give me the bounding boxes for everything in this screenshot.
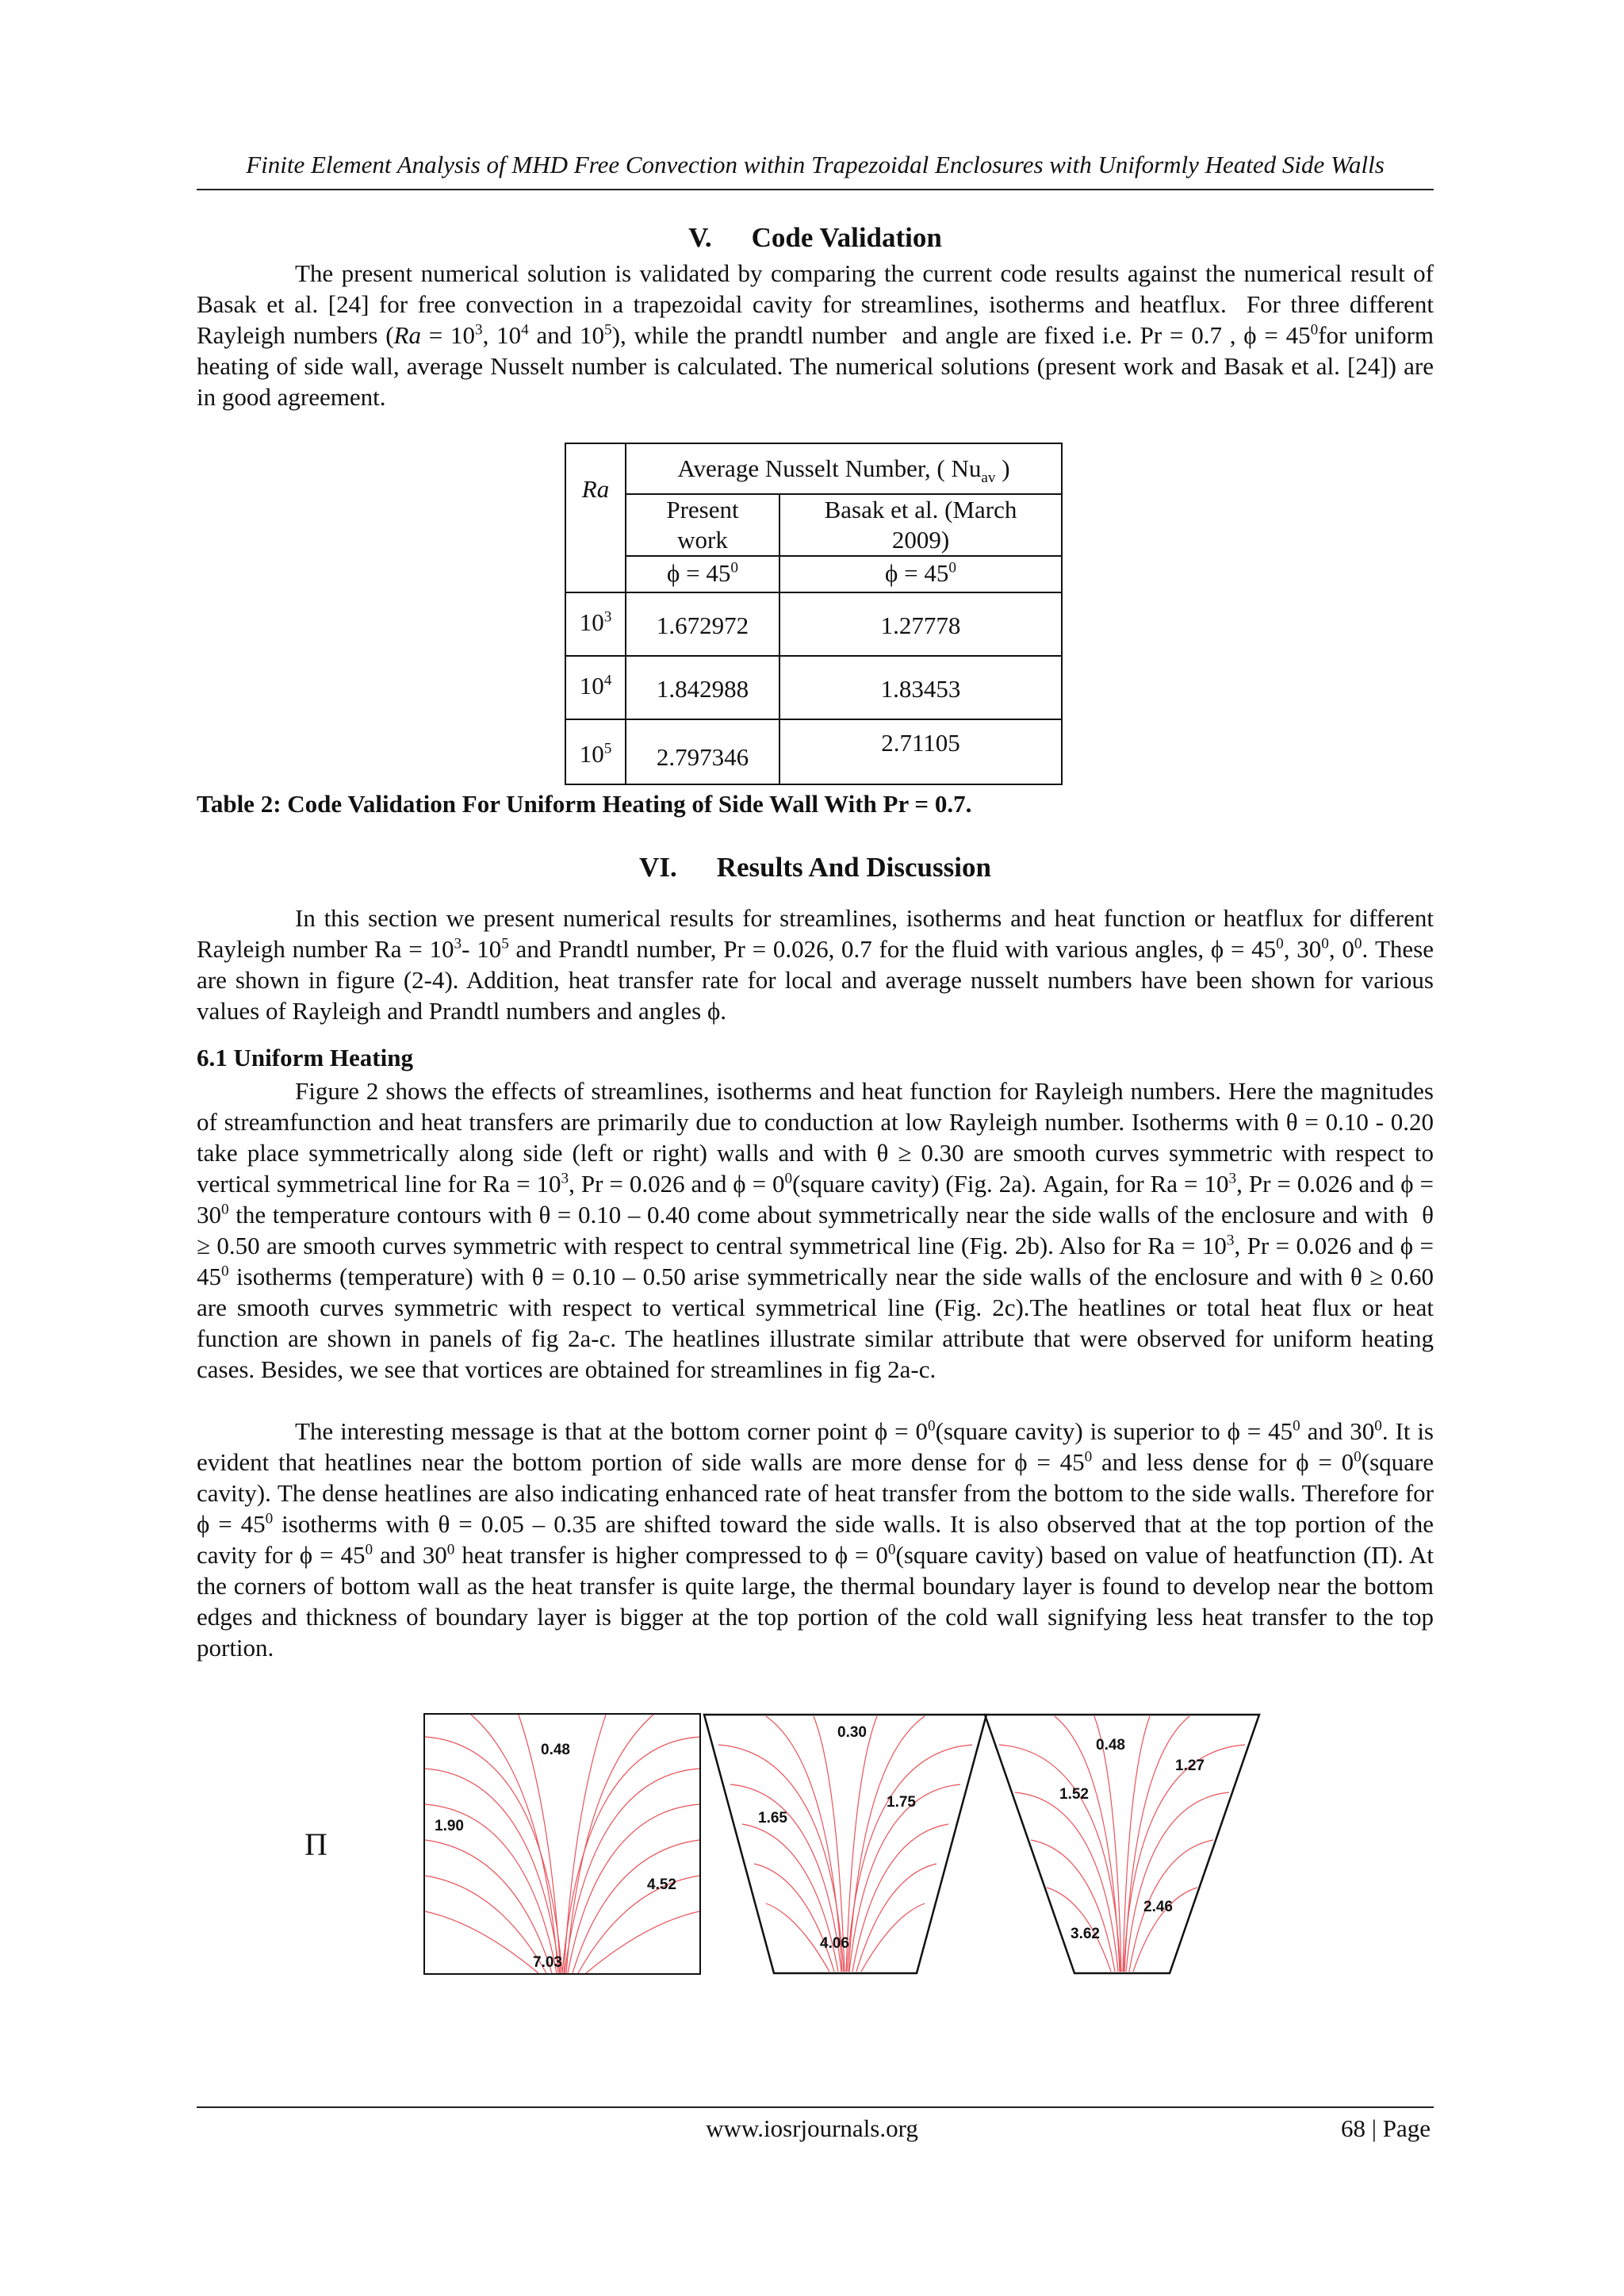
contour-label: 1.90 <box>435 1818 464 1834</box>
uniform-heating-paragraph-1: Figure 2 shows the effects of streamlines, isotherms and heat function for Rayleigh numbers. Here the magnitudes of streamfunction and heat transfers are primarily due to conduction at low Rayleigh number. Isotherms with θ = 0.10 - 0.20 take place symmetrically along side (left or right) walls and with θ ≥ 0.30 are smooth curves symmetric with respect to vertical symmetrical line for $Ra = 10^3$, Pr = 0.026 and $\phi = 0^0(square$ cavity) (Fig. 2a). Again, for $Ra = 10^3$, Pr = 0.026 and $\phi = 30^0$ the temperature contours with θ = 0.10 – 0.40 come about symmetrically near the side walls of the enclosure and with θ ≥ 0.50 are smooth curves symmetric with respect to central symmetrical line (Fig. 2b). Also for $Ra = 10^3$, Pr = 0.026 and $\phi = 45^0$ isotherms (temperature) with θ = 0.10 – 0.50 arise symmetrically near the side walls of the enclosure and with θ ≥ 0.60 are smooth curves symmetric with respect to vertical symmetrical line (Fig. 2c).The heatlines or total heat flux or heat function are shown in panels of fig 2a-c. The heatlines illustrate similar attribute that were observed for uniform heating cases. Besides, we see that vortices are obtained for streamlines in fig 2a-c. <box>197 1077 1434 1383</box>
contour-label: 7.03 <box>533 1954 562 1971</box>
heatline-panel-45deg <box>983 1713 1261 1979</box>
section-6-heading <box>197 852 1434 884</box>
heatline-panel-square <box>423 1713 701 1979</box>
contour-label: 0.48 <box>541 1742 570 1758</box>
ra-value: $10^3$ <box>579 608 612 636</box>
section-5-title: Code Validation <box>751 222 942 253</box>
pi-row-label: Π <box>304 1826 327 1862</box>
ra-value: $10^5$ <box>579 740 612 768</box>
phi-present: $\phi = 45^0$ <box>667 559 738 587</box>
contour-label: 4.52 <box>647 1876 676 1893</box>
footer-website: www.iosrjournals.org <box>706 2114 918 2142</box>
present-value: 2.797346 <box>656 743 749 771</box>
contour-label: 1.65 <box>758 1810 787 1826</box>
section-5-heading <box>197 222 1434 254</box>
present-value: 1.672972 <box>656 611 749 639</box>
contour-label: 1.52 <box>1059 1786 1089 1803</box>
table-caption: Table 2: Code Validation For Uniform Heating of Side Wall With Pr = 0.7. <box>197 790 972 818</box>
phi-basak: $\phi = 45^0$ <box>885 559 956 587</box>
contour-label: 2.46 <box>1143 1899 1173 1915</box>
header-rule <box>197 189 1434 190</box>
nusselt-validation-table <box>565 443 1063 785</box>
footer-rule <box>197 2106 1434 2108</box>
basak-value: 1.83453 <box>880 675 961 703</box>
section-5-number: V. <box>688 222 712 253</box>
basak-header: Basak et al. (March 2009) <box>824 496 1017 554</box>
contour-label: 0.30 <box>837 1724 867 1741</box>
contour-label: 0.48 <box>1096 1737 1125 1754</box>
section-6-number: VI. <box>639 852 677 883</box>
validation-paragraph: The present numerical solution is validated by comparing the current code results against the numerical result of Basak et al. [24] for free convection in a trapezoidal cavity for streamlines, isotherms and heatflux. For three different Rayleigh numbers ($Ra = 10^3$, $10^4$ and $10^5$), while the prandtl number and angle are fixed i.e. Pr = 0.7 , $\phi = 45^0for$ uniform heating of side wall, average Nusselt number is calculated. The numerical solutions (present work and Basak et al. [24]) are in good agreement. <box>197 259 1434 411</box>
results-paragraph: In this section we present numerical results for streamlines, isotherms and heat function or heatflux for different Rayleigh number $Ra = 10^3-$ $10^5$ and Prandtl number, Pr = 0.026, 0.7 for the fluid with various angles, $\phi = 45^0$, $30^0$, $0^0$. These are shown in figure (2-4). Addition, heat transfer rate for local and average nusselt numbers have been shown for various values of Rayleigh and Prandtl numbers and angles ϕ. <box>197 904 1434 1025</box>
heatline-panel-30deg <box>703 1713 988 1979</box>
ra-value: $10^4$ <box>579 672 612 700</box>
basak-value: 2.71105 <box>881 729 960 757</box>
present-work-header: Present work <box>666 496 739 554</box>
contour-label: 1.75 <box>887 1794 916 1811</box>
footer-page-number: 68 | Page <box>1341 2114 1431 2142</box>
nusselt-group-header: Average Nusselt Number, ( $Nu_{av}$ ) <box>677 454 1010 487</box>
basak-value: 1.27778 <box>880 611 961 639</box>
ra-column-header: Ra <box>581 475 610 503</box>
contour-label: 3.62 <box>1071 1926 1100 1942</box>
subsection-heading: 6.1 Uniform Heating <box>197 1044 413 1071</box>
running-header: Finite Element Analysis of MHD Free Convection within Trapezoidal Enclosures with Uniformly Heated Side Walls <box>246 151 1385 178</box>
present-value: 1.842988 <box>656 675 749 703</box>
section-6-title: Results And Discussion <box>716 852 991 883</box>
contour-label: 1.27 <box>1175 1757 1205 1774</box>
contour-label: 4.06 <box>820 1935 849 1952</box>
uniform-heating-paragraph-2: The interesting message is that at the bottom corner point $\phi = 0^0(square$ cavity) is superior to $\phi = 45^0$ and $30^0$. It is evident that heatlines near the bottom portion of side walls are more dense for $\phi = 45^0$ and less dense for $\phi = 0^0(square$ cavity). The dense heatlines are also indicating enhanced rate of heat transfer from the bottom to the side walls. Therefore for $\phi = 45^0$ isotherms with θ = 0.05 – 0.35 are shifted toward the side walls. It is also observed that at the top portion of the cavity for $\phi = 45^0$ and $30^0$ heat transfer is higher compressed to $\phi = 0^0(square$ cavity) based on value of heatfunction (Π). At the corners of bottom wall as the heat transfer is quite large, the thermal boundary layer is found to develop near the bottom edges and thickness of boundary layer is bigger at the top portion of the cold wall signifying less heat transfer to the top portion. <box>197 1417 1434 1662</box>
